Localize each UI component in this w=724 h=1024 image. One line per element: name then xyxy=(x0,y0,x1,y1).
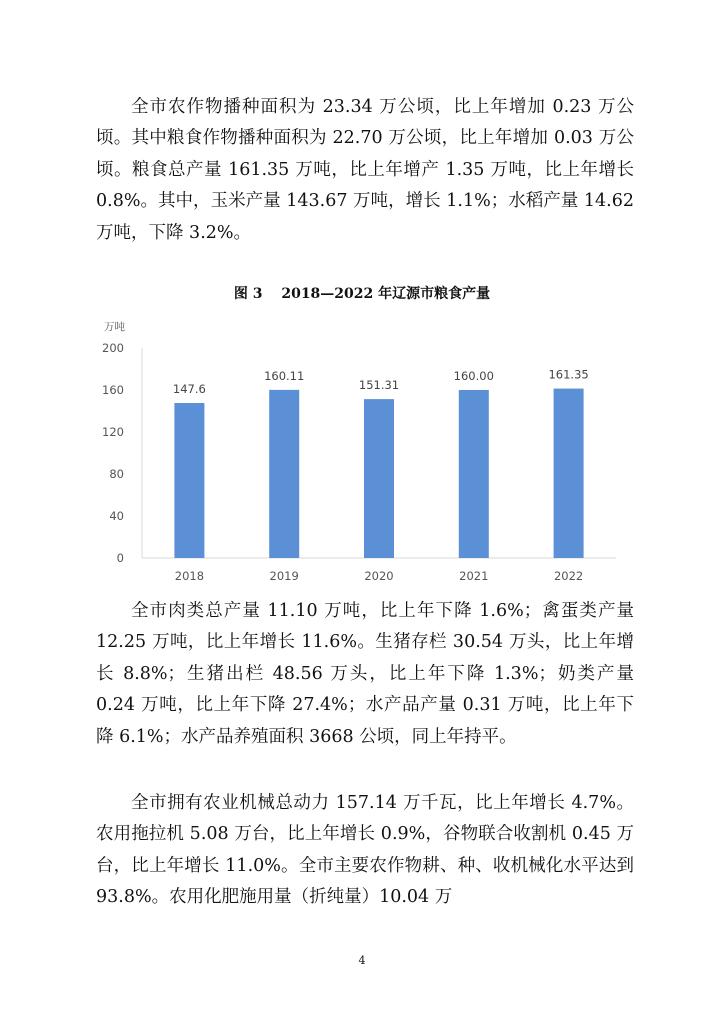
y-tick-label: 0 xyxy=(116,551,124,565)
data-label: 151.31 xyxy=(358,378,400,393)
paragraph-machinery: 全市拥有农业机械总动力 157.14 万千瓦，比上年增长 4.7%。农用拖拉机 5.08 万台，比上年增长 0.9%，谷物联合收割机 0.45 万台，比上年增长 11.0%。全市主要农作物耕、种、收机械化水平达到 93.8%。农用化肥施用量（折纯量）10.04 万 xyxy=(96,793,634,908)
bar xyxy=(174,403,204,558)
data-label: 147.6 xyxy=(172,382,206,397)
paragraph-livestock: 全市肉类总产量 11.10 万吨，比上年下降 1.6%；禽蛋类产量 12.25 万吨，比上年增长 11.6%。生猪存栏 30.54 万头，比上年增长 8.8%；生猪出栏 48.56 万头，比上年下降 1.3%；奶类产量 0.24 万吨，比上年下降 27.4%；水产品产量 0.31 万吨，比上年下降 6.1%；水产品养殖面积 3668 公顷，同上年持平。 xyxy=(96,601,634,747)
x-tick-label: 2019 xyxy=(269,569,299,583)
y-tick-label: 160 xyxy=(102,383,124,397)
data-label: 161.35 xyxy=(548,367,589,382)
page-number: 4 xyxy=(358,954,366,967)
data-label: 160.00 xyxy=(453,369,494,383)
y-tick-label: 200 xyxy=(102,341,124,355)
y-axis-unit-label: 万吨 xyxy=(104,321,125,333)
y-tick-label: 120 xyxy=(102,425,124,439)
data-label: 160.11 xyxy=(264,368,305,383)
y-tick-label: 80 xyxy=(109,467,124,481)
x-tick-label: 2022 xyxy=(553,569,584,583)
x-tick-label: 2021 xyxy=(459,569,489,583)
x-tick-label: 2018 xyxy=(174,569,205,583)
bar xyxy=(364,399,394,558)
y-tick-label: 40 xyxy=(109,509,124,523)
figure-caption: 图 3 2018—2022 年辽源市粮食产量 xyxy=(233,286,491,302)
bar xyxy=(269,390,299,558)
paragraph-grain: 全市农作物播种面积为 23.34 万公顷，比上年增加 0.23 万公顷。其中粮食作物播种面积为 22.70 万公顷，比上年增加 0.03 万公顷。粮食总产量 161.35 万吨，比上年增产 1.35 万吨，比上年增长 0.8%。其中，玉米产量 143.67 万吨，增长 1.1%；水稻产量 14.62 万吨，下降 3.2%。 xyxy=(96,97,634,243)
grain-output-bar-chart xyxy=(96,312,636,592)
bar xyxy=(459,390,489,558)
bar xyxy=(554,389,584,558)
x-tick-label: 2020 xyxy=(364,569,394,583)
